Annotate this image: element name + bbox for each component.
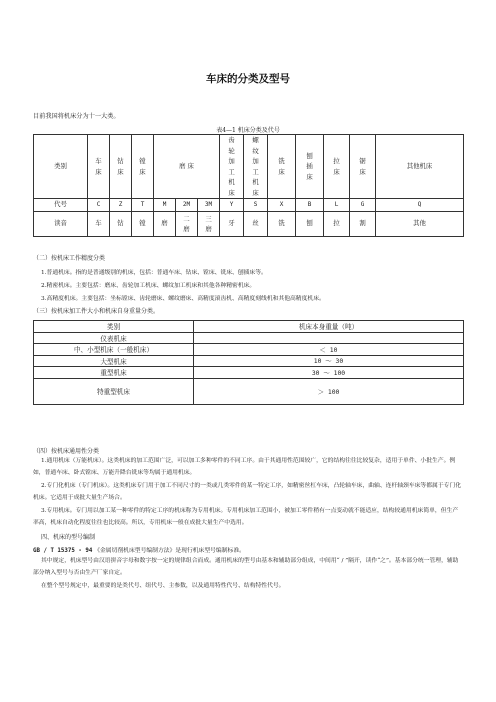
- category-row: [34, 135, 464, 199]
- cell-reading: 丝: [244, 212, 268, 237]
- cell-category: 拉床: [324, 135, 350, 199]
- cell-type: 重型机床: [34, 367, 194, 379]
- cell-category: 其他机床: [376, 135, 464, 199]
- cell-reading: 铣: [268, 212, 296, 237]
- cell-code: 3M: [198, 199, 220, 212]
- section2-heading: （二）按机床工作精度分类: [33, 255, 106, 262]
- cell-category: 螺纹加工机床: [244, 135, 268, 199]
- section5-para: 其中规定，机床型号由汉语拼音字母和数字按一定的规律组合而成。通用机床的型号由基本和辅助部分组成，中间用“ / ”隔开，读作“之”。基本部分统一管理，辅助部分纳入型号与否由生产厂家自定。: [33, 558, 459, 576]
- cell-reading: 钻: [110, 212, 132, 237]
- table-row: [34, 344, 464, 356]
- reading-row: [34, 212, 464, 237]
- machine-category-table: [33, 134, 464, 237]
- table-row: [34, 355, 464, 367]
- cell-type: 特重型机床: [34, 378, 194, 404]
- table-row: [34, 367, 464, 379]
- cell-code: Q: [376, 199, 464, 212]
- weight-class-table: [33, 320, 464, 405]
- section2-item: 3.高精度机床。主要包括：坐标镗床、齿轮磨床、螺纹磨床、高精度滚齿机、高精度刻线机和其他高精度机床。: [41, 296, 325, 302]
- section4-item: 3.专用机床。专门用以加工某一种零件的特定工序的机床称为专用机床。专用机床加工范围小，被加工零件稍有一点变动就不能适应，结构较通用机床简单，但生产率高，机床自动化程度往往也比较高。所以，专用机床一般在成批大量生产中选用。: [33, 508, 459, 526]
- row-label-reading: 读音: [34, 212, 88, 237]
- cell-reading: 其他: [376, 212, 464, 237]
- cell-type: 中、小型机床（一般机床）: [34, 344, 194, 356]
- cell-code: B: [296, 199, 324, 212]
- cell-type: 大型机床: [34, 355, 194, 367]
- page-title: 车床的分类及型号: [206, 73, 290, 85]
- intro-text: 目前我国将机床分为十一大类。: [33, 113, 120, 120]
- cell-reading: 拉: [324, 212, 350, 237]
- cell-reading: 刨: [296, 212, 324, 237]
- cell-code: Y: [220, 199, 244, 212]
- cell-code: L: [324, 199, 350, 212]
- section2-item: 1.普通机床。指的是普通级别的机床，包括：普通车床、钻床、镗床、铣床、刨插床等。: [41, 270, 267, 276]
- cell-weight: 10 ～ 30: [194, 355, 464, 367]
- cell-code: M: [154, 199, 176, 212]
- row-label-category: 类别: [34, 135, 88, 199]
- section4-item: 1.通用机床（万能机床）。这类机床的加工范围广泛，可以加工多种零件的不同工序。由于其通用性范围较广，它的结构往往比较复杂，适用于单件、小批生产。例如，普通车床、卧式镗床、万能升降台铣床等均属于通用机床。: [33, 458, 456, 476]
- table-row: [34, 332, 464, 344]
- cell-weight: 30 ～ 100: [194, 367, 464, 379]
- section5-heading: 四、机床的型号编制: [41, 534, 96, 541]
- cell-code: Z: [110, 199, 132, 212]
- table-header-row: [34, 321, 464, 333]
- cell-category: 铣床: [268, 135, 296, 199]
- cell-reading: 磨: [154, 212, 176, 237]
- table-row: [34, 378, 464, 404]
- cell-reading: 二磨: [176, 212, 198, 237]
- cell-reading: 车: [88, 212, 110, 237]
- cell-category: 车床: [88, 135, 110, 199]
- section2-item: 2.精密机床。主要包括：磨床、齿轮加工机床、螺纹加工机床和其他各种精密机床。: [41, 283, 256, 289]
- standard-code: GB / T 15375 - 94: [33, 548, 93, 554]
- col-header-type: 类别: [34, 321, 194, 333]
- code-row: [34, 199, 464, 212]
- section4-heading: （四）按机床通用性分类: [33, 448, 100, 455]
- standard-text: 《金属切削机床型号编制方法》是现行机床型号编制标准。: [94, 548, 245, 554]
- cell-code: 2M: [176, 199, 198, 212]
- cell-reading: 镗: [132, 212, 154, 237]
- cell-type: 仪表机床: [34, 332, 194, 344]
- section5-para: 在整个型号规定中，最重要的是类代号、组代号、主参数，以及通用特性代号、结构特性代号。: [41, 583, 285, 589]
- cell-category-grinder: 磨 床: [154, 135, 220, 199]
- cell-weight: ＜ 10: [194, 344, 464, 356]
- cell-category: 镗床: [132, 135, 154, 199]
- cell-code: S: [244, 199, 268, 212]
- section3-heading: （三）按机床加工件大小和机床自身重量分类。: [33, 308, 160, 315]
- cell-code: C: [88, 199, 110, 212]
- standard-line: [33, 545, 245, 554]
- cell-weight: [194, 332, 464, 344]
- cell-reading: 割: [350, 212, 376, 237]
- cell-code: G: [350, 199, 376, 212]
- cell-category: 刨插床: [296, 135, 324, 199]
- col-header-weight: 机床本身重量（吨）: [194, 321, 464, 333]
- cell-code: X: [268, 199, 296, 212]
- cell-category: 锯床: [350, 135, 376, 199]
- cell-reading: 牙: [220, 212, 244, 237]
- section4-item: 2.专门化机床（专门机床）。这类机床专门用于加工不同尺寸的一类或几类零件的某一特定工序，如精密丝杠车床，凸轮轴车床，曲轴、连杆轴颈车床等都属于专门化机床。它适用于成批大量生产场合。: [33, 483, 462, 501]
- cell-category: 齿轮加工机床: [220, 135, 244, 199]
- cell-code: T: [132, 199, 154, 212]
- cell-reading: 三磨: [198, 212, 220, 237]
- cell-category: 钻床: [110, 135, 132, 199]
- cell-weight: ＞ 100: [194, 378, 464, 404]
- row-label-code: 代号: [34, 199, 88, 212]
- table1-caption: 表4—1 机床分类及代号: [216, 127, 280, 134]
